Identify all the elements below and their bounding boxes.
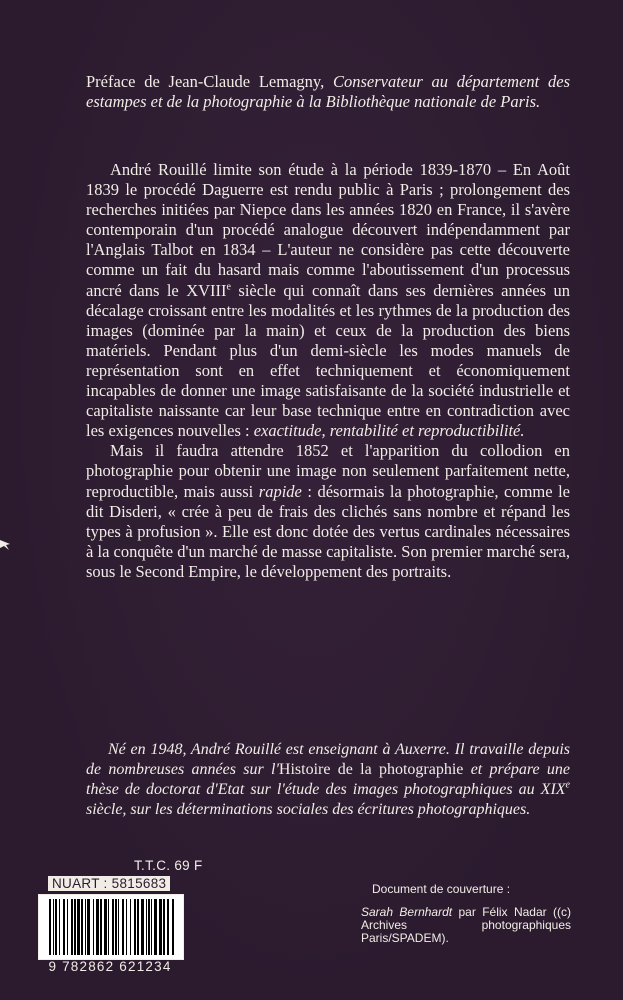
p1-text-a: André Rouillé limite son étude à la période 1839-1870 – En Août 1839 le procédé Daguerre est rendu public à Paris ; prolongement des recherches initiées par Niepce dans les années 1820 en France, il s'avère contemporain d'un procédé analogue découvert indépendamment par l'Anglais Talbot en 1834 – L'auteur ne considère pas cette découverte comme un fait du hasard mais comme l'aboutissement d'un processus ancré dans le XVIII xyxy=(86,160,570,300)
barcode-bar xyxy=(137,899,139,955)
barcode-bar xyxy=(93,899,94,955)
barcode-bar xyxy=(115,899,117,955)
barcode-bar xyxy=(112,899,114,955)
barcode-bar xyxy=(141,899,144,955)
p1-text-b: siècle qui connaît dans ses dernières années un décalage croissant entre les modalités et les rythmes de la production des images (dominée par la main) et ceux de la production des biens matériels. Pendant plus d'un demi-siècle les modes manuels de représentation sont en effet techniquement et économiquement incapables de donner une image satisfaisante de la société industrielle et capitaliste naissante car leur base technique entre en contradiction avec les exigences nouvelles : xyxy=(86,280,570,441)
isbn-number: 9 782862 621234 xyxy=(48,959,172,974)
barcode-bar xyxy=(146,899,147,955)
summary-paragraph-1 xyxy=(86,160,570,441)
preface-text: Préface de Jean-Claude Lemagny, xyxy=(86,72,333,91)
barcode-bar xyxy=(77,899,80,955)
summary-paragraph-2 xyxy=(86,441,570,582)
barcode-bar xyxy=(167,899,169,955)
barcode-bar xyxy=(118,899,119,955)
author-upright-title: Histoire de la photographie xyxy=(278,761,464,778)
barcode-bar xyxy=(126,899,127,955)
margin-mark-icon xyxy=(0,538,14,552)
barcode-bar xyxy=(159,899,162,955)
barcode-bar xyxy=(53,899,54,955)
cover-title: Sarah Bernhardt xyxy=(361,905,453,919)
barcode-bar xyxy=(85,899,86,955)
preface-italic: Conservateur au département des estampes et de la photographie à la Bibliothèque nationale de Paris. xyxy=(86,72,570,111)
barcode-bar xyxy=(81,899,83,955)
barcode-bar xyxy=(87,899,90,955)
barcode-graphic xyxy=(39,895,183,959)
author-superscript: e xyxy=(565,779,570,791)
barcode-bar xyxy=(104,899,107,955)
barcode-bar xyxy=(130,899,131,955)
p2-italic: rapide xyxy=(258,481,302,501)
barcode-bar xyxy=(49,899,51,955)
price-label: T.T.C. 69 F xyxy=(134,858,203,873)
cover-document-heading: Document de couverture : xyxy=(372,882,511,896)
preface-note xyxy=(86,72,570,112)
barcode-bar xyxy=(134,899,136,955)
barcode-bar xyxy=(122,899,124,955)
author-biography xyxy=(86,740,570,820)
barcode-bar xyxy=(96,899,99,955)
barcode-bar xyxy=(172,899,174,955)
cover-credit-text: par Félix Nadar ((c) Archives photographiques Paris/SPADEM). xyxy=(361,905,571,945)
barcode-bar xyxy=(151,899,152,955)
author-text-b: et prépare une thèse de doctorat d'Etat sur l'étude des images photographiques au XIX xyxy=(86,761,571,798)
p1-superscript: e xyxy=(226,281,231,293)
barcode-bar xyxy=(63,899,65,955)
barcode-bar xyxy=(163,899,165,955)
barcode-bar xyxy=(108,899,109,955)
p1-italic: exactitude, rentabilité et reproductibilité. xyxy=(253,421,525,441)
p2-text-b: : désormais la photographie, comme le dit Disderi, « crée à peu de frais des clichés sans nombre et répand les types à profusion ». Elle est donc dotée des vertus cardinales nécessaires à la conquête d'un marché de masse capitaliste. Son premier marché sera, sous le Second Empire, le développement des portraits. xyxy=(86,481,570,581)
author-text-a: Né en 1948, André Rouillé est enseignant à Auxerre. Il travaille depuis de nombreuses années sur l' xyxy=(86,741,570,778)
book-summary xyxy=(86,160,570,582)
barcode-bar xyxy=(59,899,60,955)
barcode-bar xyxy=(71,899,73,955)
barcode-bar xyxy=(67,899,68,955)
cover-credit xyxy=(361,906,571,945)
barcode-bar xyxy=(100,899,102,955)
isbn-barcode xyxy=(38,894,184,960)
author-text-c: siècle, sur les déterminations sociales des écritures photographiques. xyxy=(86,801,531,818)
p2-text-a: Mais il faudra attendre 1852 et l'apparition du collodion en photographie pour obtenir une image non seulement parfaitement nette, reproductible, mais aussi xyxy=(86,441,570,501)
nuart-code: NUART : 5815683 xyxy=(48,876,170,891)
barcode-bar xyxy=(154,899,157,955)
barcode-bar xyxy=(148,899,150,955)
barcode-bar xyxy=(55,899,57,955)
barcode-bar xyxy=(74,899,76,955)
